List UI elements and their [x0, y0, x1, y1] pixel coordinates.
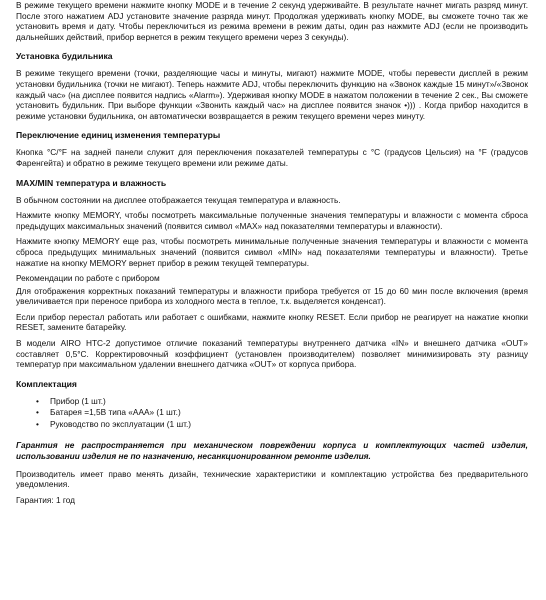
- recommendations-paragraph-2: Если прибор перестал работать или работает с ошибками, нажмите кнопку RESET. Если прибор не реагирует на нажатие кнопки RESET, замените батарейку.: [16, 311, 528, 333]
- list-item: • Прибор (1 шт.): [36, 396, 528, 408]
- warranty-note: Гарантия не распространяется при механическом повреждении корпуса и комплектующих частей изделия, использовании изделия не по назначению, несанкционированном ремонте изделия.: [16, 440, 528, 461]
- maxmin-paragraph-2: Нажмите кнопку MEMORY, чтобы посмотреть максимальные полученные значения температуры и влажности с момента сброса предыдущих максимальных значений (появится символ «MAX» над показателями температуры и влажности).: [16, 210, 528, 231]
- list-item: • Руководство по эксплуатации (1 шт.): [36, 419, 528, 431]
- recommendations-title: Рекомендации по работе с прибором: [16, 273, 160, 284]
- package-heading: Комплектация: [16, 378, 77, 389]
- package-list: [16, 396, 528, 431]
- list-item: • Батарея =1,5В типа «AAA» (1 шт.): [36, 407, 528, 419]
- maxmin-heading: MAX/MIN температура и влажность: [16, 177, 167, 188]
- alarm-heading: Установка будильника: [16, 51, 113, 62]
- intro-paragraph: В режиме текущего времени нажмите кнопку MODE и в течение 2 секунд удерживайте. В результате начнет мигать разряд минут. После этого нажатием ADJ установите значение разряда минут. Продолжая удерживать кнопку MODE, вы сможете точно так же установить время и дату. Чтобы переключиться из режима времени в режим даты, один раз нажмите ADJ (если не производить дальнейших действий, прибор вернется в режим текущего времени через 3 секунды).: [16, 0, 528, 42]
- maxmin-paragraph-1: В обычном состоянии на дисплее отображается текущая температура и влажность.: [16, 194, 341, 205]
- warranty-period: Гарантия: 1 год: [16, 494, 76, 505]
- manual-page: [16, 0, 528, 505]
- maxmin-paragraph-3: Нажмите кнопку MEMORY еще раз, чтобы посмотреть минимальные полученные значения температуры и влажности с момента сброса предыдущих минимальных значений (появится символ «MIN» над показателями температуры и влажности). Третье нажатие на кнопку MEMORY вернет прибор в режим текущей температуры.: [16, 236, 528, 268]
- alarm-paragraph: В режиме текущего времени (точки, разделяющие часы и минуты, мигают) нажмите MODE, чтобы перевести дисплей в режим установки будильника (точки не мигают). Теперь нажмите ADJ, чтобы переключить функцию на «Звонок каждые 15 минут»/«Звонок каждый час» (на дисплее появится надпись «Alarm»). Удерживая кнопку MODE в нажатом положении в течение 2 сек., Вы сможете установить будильник. При выборе функции «Звонить каждый час» на дисплее появится значок •))) . Когда прибор находится в режиме установки будильника, он автоматически возвращается в режим текущего времени через минуту.: [16, 68, 528, 121]
- units-heading: Переключение единиц изменения температуры: [16, 130, 221, 141]
- recommendations-paragraph-3: В модели AIRO HTC-2 допустимое отличие показаний температуры внутреннего датчика «IN» и внешнего датчика «OUT» составляет 0,5°C. Корректировочный коэффициент (установлен производителем) позволяет минимизировать эту разницу температур при максимальном удалении внешнего датчика «OUT» от корпуса прибора.: [16, 338, 528, 370]
- manufacturer-note: Производитель имеет право менять дизайн, технические характеристики и комплектацию устройства без предварительного уведомления.: [16, 468, 528, 490]
- units-paragraph: Кнопка °C/°F на задней панели служит для переключения показателей температуры с °C (градусов Цельсия) на °F (градусов Фаренгейта) и обратно в режиме текущего времени или режиме даты.: [16, 147, 528, 168]
- recommendations-paragraph-1: Для отображения корректных показаний температуры и влажности прибора требуется от 15 до 60 мин после включения (время увеличивается при переносе прибора из холодного места в теплое, т.к. выделяется конденсат).: [16, 285, 528, 307]
